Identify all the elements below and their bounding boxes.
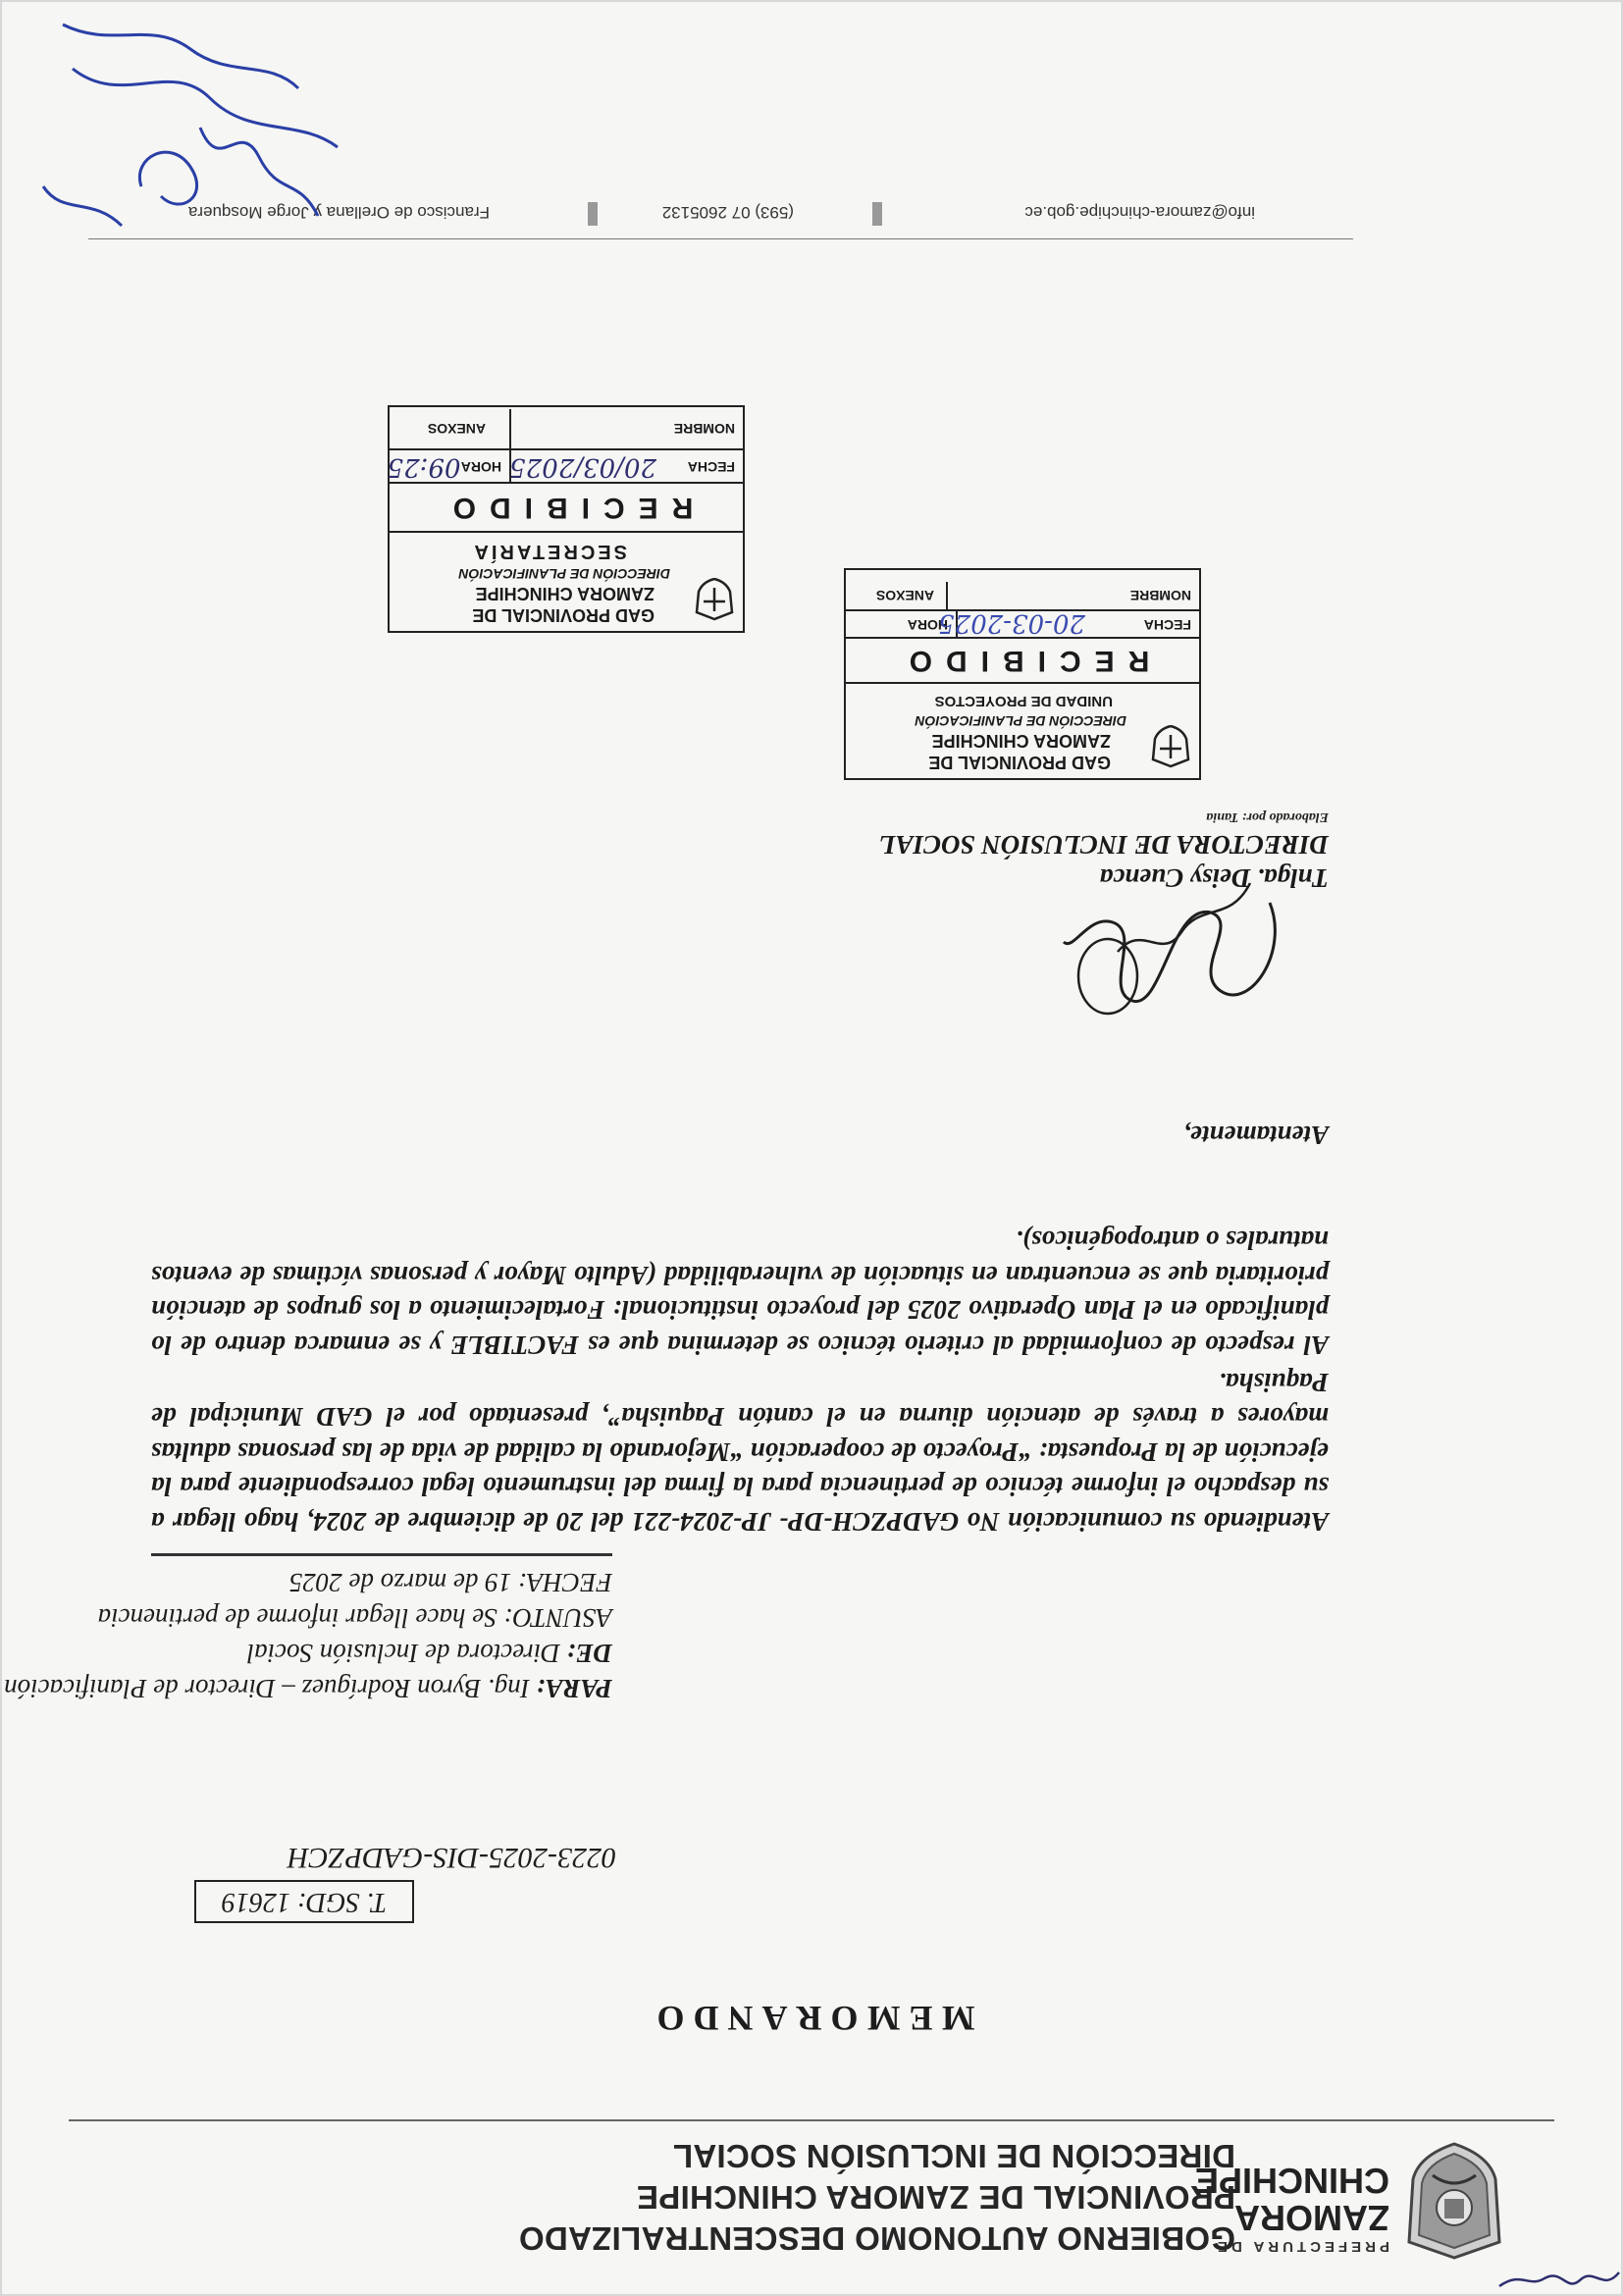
stamp-name-row	[390, 409, 743, 448]
stamp-nombre-label: NOMBRE	[1129, 588, 1191, 603]
stamp-hora-label: HORA	[460, 459, 501, 475]
handwritten-margin-note	[33, 0, 357, 255]
handwritten-time-value: 09:25	[387, 452, 461, 482]
department-name: DIRECCIÓN DE INCLUSIÓN SOCIAL	[672, 2138, 1235, 2174]
footer-email: info@zamora-chinchipe.gob.ec	[1024, 203, 1255, 222]
stamp-line4: SECRETARÍA	[471, 541, 627, 562]
signer-role: DIRECTORA DE INCLUSIÓN SOCIAL	[879, 830, 1329, 860]
stamp-nombre-label: NOMBRE	[673, 421, 735, 437]
sgd-tracking-number: T. SGD: 12619	[194, 1880, 414, 1923]
received-stamp-unidad-proyectos	[844, 568, 1201, 780]
stamp-fecha-label: FECHA	[687, 459, 735, 475]
prepared-by-note: Elaborado por: Tania	[1206, 809, 1329, 824]
logo-word-chinchipe: CHINCHIPE	[1194, 2161, 1389, 2201]
footer-address: Francisco de Orellana y Jorge Mosquera	[187, 203, 490, 222]
prefectura-crest-logo	[1403, 2140, 1505, 2262]
location-icon	[588, 202, 598, 226]
handwritten-signature	[1054, 873, 1309, 1070]
subject-field	[98, 1602, 612, 1633]
logo-word-zamora: ZAMORA	[1234, 2198, 1389, 2238]
signer-name: Tnlga. Deisy Cuenca	[1099, 863, 1329, 893]
stamp-line1: GAD PROVINCIAL DE	[928, 753, 1111, 772]
stamp-seal-icon	[1150, 725, 1191, 768]
stamp-name-row	[846, 582, 1199, 609]
stamp-seal-icon	[694, 578, 735, 621]
stamp-anexos-label: ANEXOS	[427, 421, 486, 437]
body-paragraph-1: Atendiendo su comunicación No GADPZCH-DP- JP-2024-221 del 20 de diciembre de 2024, hago llegar a su despacho el informe técnico de pertinencia para la firma del instrumento legal correspondiente para la ejecución de la Propuesta: “Proyecto de cooperación “Mejorando la calidad de vida de las personas adultas mayores a través de atención diurna en el cantón Paquisha”, presentado por el GAD Municipal de Paquisha.	[151, 1368, 1329, 1537]
handwritten-date-value: 20/03/2025	[509, 452, 656, 482]
handwritten-received-date-2	[388, 452, 656, 482]
organization-name-line2: PROVINCIAL DE ZAMORA CHINCHIPE	[636, 2179, 1235, 2216]
stamp-recibido: RECIBIDO	[390, 482, 743, 533]
phone-icon	[872, 202, 882, 226]
date-value: 19 de marzo de 2025	[288, 1568, 512, 1597]
organization-name-line1: GOBIERNO AUTONOMO DESCENTRALIZADO	[518, 2220, 1235, 2257]
to-field	[4, 1673, 612, 1703]
body-paragraph-2: Al respecto de conformidad al criterio técnico se determina que es FACTIBLE y se enmarca dentro de lo planificado en el Plan Operativo 2025 del proyecto institucional: Fortalecimiento a los grupos de atención prioritaria que se encuentran en situación de vulnerabilidad (Adulto Mayor y personas víctimas de eventos naturales o antropogénicos).	[151, 1226, 1329, 1360]
handwritten-received-date-1: 20-03-2025	[938, 608, 1085, 638]
header-divider	[69, 2119, 1554, 2121]
subject-label: ASUNTO:	[503, 1603, 612, 1633]
stamp-hora-label: HORA	[907, 617, 948, 633]
subject-value: Se hace llegar informe de pertinencia	[97, 1603, 497, 1633]
memo-reference-code: 0223-2025-DIS-GADPZCH	[288, 1842, 616, 1874]
letterhead	[0, 2129, 1623, 2296]
stamp-fecha-label: FECHA	[1143, 617, 1191, 633]
to-label: PARA:	[536, 1674, 612, 1703]
date-field	[289, 1567, 612, 1597]
fields-divider	[151, 1553, 612, 1556]
stamp-line1: GAD PROVINCIAL DE	[472, 605, 654, 625]
stamp-line2: ZAMORA CHINCHIPE	[475, 584, 654, 603]
from-value: Directora de Inclusión Social	[246, 1639, 560, 1668]
from-field	[247, 1638, 612, 1668]
footer-phone: (593) 07 2605132	[661, 203, 794, 222]
stamp-line4: UNIDAD DE PROYECTOS	[934, 693, 1113, 709]
document-title: MEMORANDO	[648, 1999, 975, 2038]
stamp-line2: ZAMORA CHINCHIPE	[931, 731, 1111, 751]
to-value: Ing. Byron Rodríguez – Director de Planificación	[4, 1674, 530, 1703]
stamp-line3: DIRECCIÓN DE PLANIFICACIÓN	[458, 566, 670, 582]
received-stamp-secretaria	[388, 405, 745, 633]
date-label: FECHA:	[518, 1568, 612, 1597]
from-label: DE:	[566, 1639, 612, 1668]
stamp-recibido: RECIBIDO	[846, 637, 1199, 684]
logo-caption-prefectura: PREFECTURA DE	[1214, 2238, 1389, 2255]
stamp-line3: DIRECCIÓN DE PLANIFICACIÓN	[915, 713, 1126, 729]
stamp-anexos-label: ANEXOS	[875, 588, 934, 603]
closing-salutation: Atentamente,	[1183, 1121, 1329, 1150]
